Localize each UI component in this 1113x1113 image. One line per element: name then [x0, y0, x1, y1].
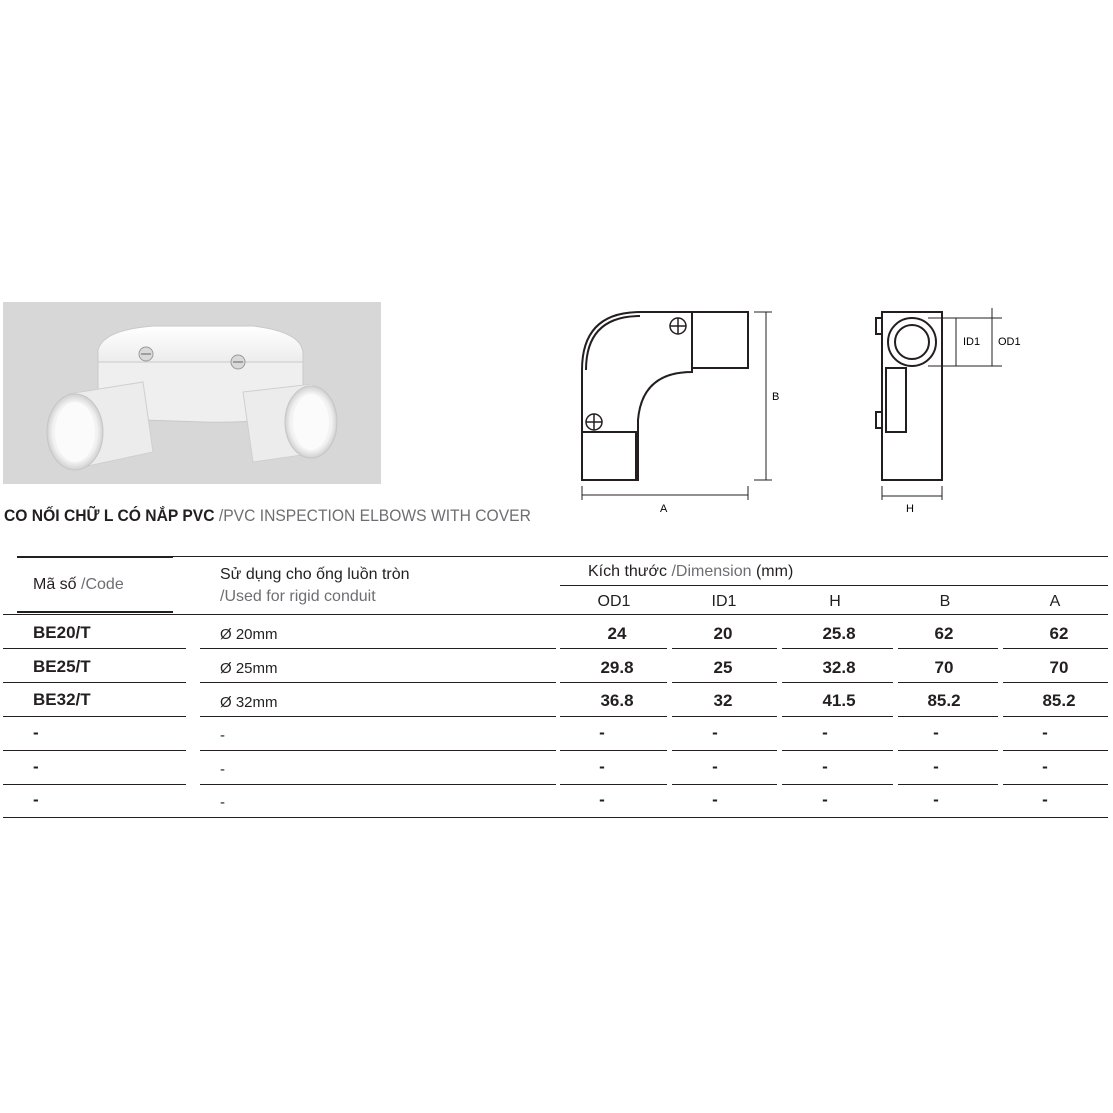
row-a: 70 [1049, 658, 1069, 677]
row-b: 85.2 [927, 691, 961, 710]
use-header-en: /Used for rigid conduit [220, 588, 376, 605]
row-b: - [933, 790, 939, 809]
row-use: - [220, 761, 225, 778]
product-photo [3, 302, 381, 484]
row-h: - [822, 790, 828, 809]
dim-id1-label: ID1 [963, 336, 981, 348]
col-header-id1: ID1 [711, 593, 737, 610]
dimension-header-unit: (mm) [755, 563, 794, 580]
row-id1: - [712, 790, 718, 809]
code-header-en: /Code [81, 576, 124, 593]
row-code: - [33, 757, 39, 776]
col-header-b: B [939, 593, 951, 610]
col-header-h: H [829, 593, 841, 610]
row-od1: 24 [607, 624, 627, 643]
row-code: BE20/T [33, 623, 91, 642]
row-a: - [1042, 723, 1048, 742]
title-en: /PVC INSPECTION ELBOWS WITH COVER [218, 506, 531, 525]
row-use: Ø 25mm [220, 660, 278, 677]
row-b: 62 [934, 624, 954, 643]
row-id1: 32 [713, 691, 733, 710]
row-b: - [933, 723, 939, 742]
row-use: Ø 20mm [220, 626, 278, 643]
row-h: - [822, 757, 828, 776]
row-od1: - [599, 723, 605, 742]
row-code: - [33, 723, 39, 742]
row-h: - [822, 723, 828, 742]
row-h: 41.5 [822, 691, 856, 710]
use-header-vi: Sử dụng cho ống luồn tròn [220, 566, 410, 583]
title-vi: CO NỐI CHỮ L CÓ NẮP PVC [4, 506, 215, 525]
row-a: - [1042, 790, 1048, 809]
code-header [33, 576, 124, 594]
row-b: - [933, 757, 939, 776]
product-title [4, 506, 531, 526]
row-id1: - [712, 757, 718, 776]
row-a: 62 [1049, 624, 1069, 643]
dim-h-label: H [906, 503, 914, 515]
code-header-vi: Mã số [33, 576, 77, 593]
technical-drawing [570, 300, 1040, 530]
dimension-header [588, 563, 793, 581]
dim-a-label: A [660, 503, 668, 515]
row-od1: 29.8 [600, 658, 634, 677]
dim-od1-label: OD1 [998, 336, 1021, 348]
row-b: 70 [934, 658, 954, 677]
row-code: - [33, 790, 39, 809]
col-header-a: A [1049, 593, 1061, 610]
row-a: - [1042, 757, 1048, 776]
row-id1: 20 [713, 624, 733, 643]
row-code: BE32/T [33, 690, 91, 709]
row-use: - [220, 794, 225, 811]
row-id1: - [712, 723, 718, 742]
row-h: 32.8 [822, 658, 856, 677]
row-use: Ø 32mm [220, 694, 278, 711]
dimension-header-vi: Kích thước [588, 563, 668, 580]
row-od1: 36.8 [600, 691, 634, 710]
col-header-od1: OD1 [597, 593, 631, 610]
row-code: BE25/T [33, 657, 91, 676]
row-use: - [220, 727, 225, 744]
dimension-header-en: /Dimension [671, 563, 752, 580]
row-a: 85.2 [1042, 691, 1076, 710]
row-od1: - [599, 757, 605, 776]
row-h: 25.8 [822, 624, 856, 643]
row-od1: - [599, 790, 605, 809]
dim-b-label: B [772, 391, 780, 403]
row-id1: 25 [713, 658, 733, 677]
